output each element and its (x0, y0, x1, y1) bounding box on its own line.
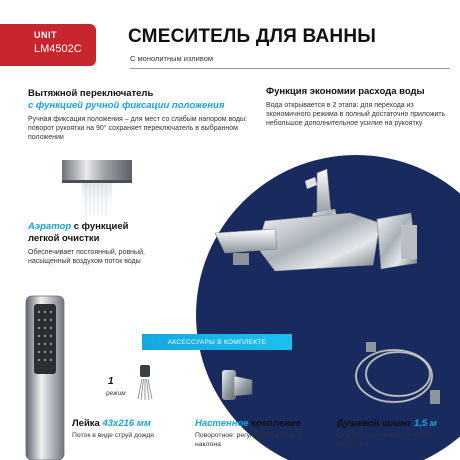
header-divider (130, 68, 450, 69)
feature-economy-text: Вода открывается в 2 этапа: для перехода из экономичного режима в полный достаточно приложить небольшое дополнительное усилие на рукоятку (266, 102, 446, 127)
accessory-hose-title: Душевой шланг (337, 418, 414, 429)
model-code: LM4502C (34, 43, 82, 55)
aerator-image (62, 160, 132, 218)
feature-aerator (28, 221, 168, 266)
spray-mode-label: режим (106, 390, 126, 397)
rain-spray-icon (128, 363, 162, 403)
feature-switch (28, 88, 253, 142)
feature-economy-title: Функция экономии расхода воды (266, 86, 425, 97)
shower-hose-image (346, 336, 456, 416)
feature-aerator-text: Обеспечивает постоянный, ровный, насыщенный воздухом поток воды (28, 249, 145, 265)
feature-aerator-title: с функцией (71, 221, 129, 232)
accessory-bracket-title-blue: Настенное (195, 418, 249, 429)
feature-aerator-title-line2: легкой очистки (28, 233, 100, 244)
feature-economy (266, 86, 456, 128)
page-title: СМЕСИТЕЛЬ ДЛЯ ВАННЫ (128, 26, 377, 47)
accessory-shower-title: Лейка (72, 418, 103, 429)
accessory-bracket (195, 418, 325, 449)
accessory-shower-text: Поток в виде струй дождя (72, 432, 154, 439)
brand-name: UNIT (34, 30, 57, 40)
mixer-image (205, 155, 445, 290)
accessory-shower (72, 418, 192, 441)
wall-bracket-image (216, 364, 258, 406)
accessory-hose (337, 418, 459, 449)
spray-mode-count: 1 (108, 376, 114, 387)
page-subtitle: С монолитным изливом (130, 54, 214, 63)
accessory-bracket-title: крепление (248, 418, 301, 429)
feature-switch-text: Ручная фиксация положения – для мест со слабым напором воды: поворот рукоятки на 90° сохраняет переключатель в выбранном положении (28, 116, 247, 141)
accessory-bracket-text: Поворотное: регулируется по углу наклона (195, 432, 303, 448)
accessories-banner: АКСЕССУАРЫ В КОМПЛЕКТЕ (142, 334, 292, 350)
accessory-hose-size: 1,5 м (413, 418, 437, 429)
feature-switch-title: Вытяжной переключатель (28, 88, 154, 99)
accessory-shower-size: 43x216 мм (102, 418, 151, 429)
hand-shower-image (20, 290, 70, 460)
accessory-hose-text: Стальной, оплетка с двойным загибом (337, 432, 432, 448)
brand-badge (0, 24, 96, 66)
feature-switch-highlight: с функцией ручной фиксации положения (28, 100, 225, 111)
feature-aerator-highlight: Аэратор (28, 221, 72, 232)
